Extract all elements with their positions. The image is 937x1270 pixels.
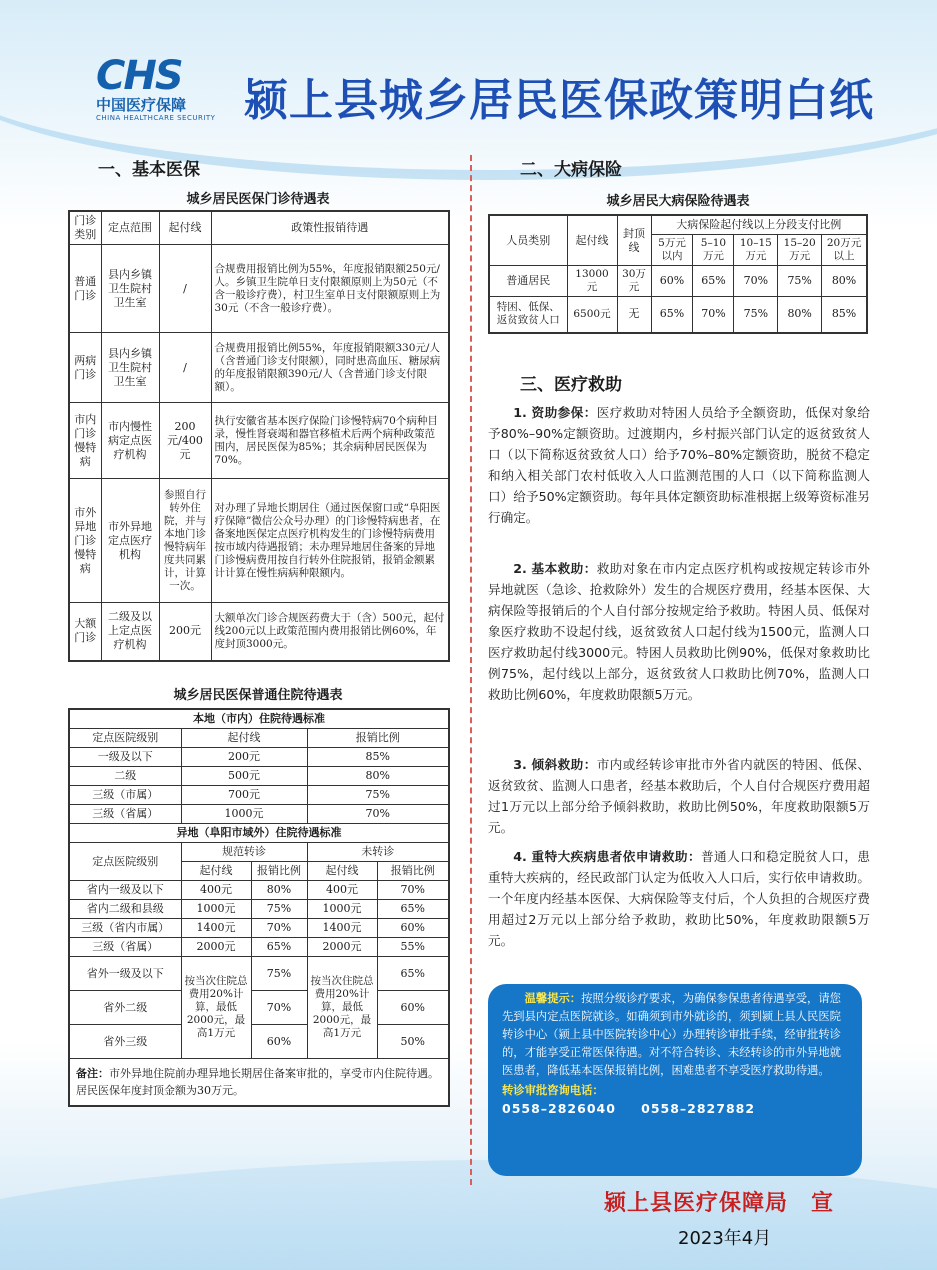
table-header: 报销比例: [307, 729, 449, 748]
table-header: 起付线: [567, 215, 617, 266]
table-cell: 两病门诊: [69, 333, 101, 403]
logo-en-text: CHINA HEALTHCARE SECURITY: [96, 114, 216, 122]
outpatient-table: [68, 210, 450, 662]
table-header: 未转诊: [307, 843, 449, 862]
table-cell: 75%: [251, 957, 307, 991]
note-label: 备注：: [76, 1067, 109, 1080]
table-cell: 合规费用报销比例为55%，年度报销限额250元/人。乡镇卫生院单日支付限额原则上为50元（不含一般诊疗费），村卫生室单日支付限额原则上为30元（不含一般诊疗费）。: [211, 245, 449, 333]
table-cell: 一级及以下: [69, 748, 181, 767]
table-caption-inpatient: 城乡居民医保普通住院待遇表: [173, 688, 343, 703]
table-cell: 60%: [251, 1025, 307, 1059]
table-cell: 30万元: [617, 266, 651, 297]
assistance-item-4-label: 4. 重特大疾病患者依申请救助：: [513, 849, 701, 864]
table-cell: 2000元: [181, 938, 251, 957]
table-cell: 80%: [307, 767, 449, 786]
table-header: 5–10万元: [693, 235, 734, 266]
table-cell: 60%: [377, 991, 449, 1025]
table-cell: 三级（市属）: [69, 786, 181, 805]
table-header: 封顶线: [617, 215, 651, 266]
table-header: 定点范围: [101, 211, 159, 245]
table-cell: 无: [617, 297, 651, 333]
section-heading-assistance: 三、医疗救助: [520, 375, 622, 395]
critical-illness-table: [488, 214, 868, 334]
chs-logo: [96, 53, 226, 136]
table-cell: 70%: [251, 991, 307, 1025]
table-cell: /: [159, 333, 211, 403]
table-header: 人员类别: [489, 215, 567, 266]
table-cell: 县内乡镇卫生院村卫生室: [101, 333, 159, 403]
table-cell: 700元: [181, 786, 307, 805]
table-cell: 400元: [181, 881, 251, 900]
table-caption-outpatient: 城乡居民医保门诊待遇表: [186, 192, 330, 207]
table-cell: 1000元: [181, 900, 251, 919]
table-cell: 市内慢性病定点医疗机构: [101, 403, 159, 479]
table-cell: 三级（省属）: [69, 805, 181, 824]
table-cell: 70%: [734, 266, 778, 297]
table-cell: 60%: [377, 919, 449, 938]
table-cell: 省内一级及以下: [69, 881, 181, 900]
table-cell: 三级（省属）: [69, 938, 181, 957]
table-cell: 1000元: [181, 805, 307, 824]
table-header: 门诊类别: [69, 211, 101, 245]
table-cell: 省外一级及以下: [69, 957, 181, 991]
table-header: 定点医院级别: [69, 843, 181, 881]
remote-standard-title: 异地（阜阳市域外）住院待遇标准: [69, 824, 449, 843]
issuer-signature: 颍上县医疗保障局 宣: [604, 1191, 835, 1216]
table-cell: 2000元: [307, 938, 377, 957]
assistance-item-4: [488, 846, 870, 951]
table-cell: 70%: [693, 297, 734, 333]
issue-date: 2023年4月: [678, 1228, 772, 1249]
table-cell: 85%: [307, 748, 449, 767]
tip-paragraph: [502, 990, 848, 1080]
assistance-item-1: [488, 402, 870, 528]
table-cell: 60%: [651, 266, 693, 297]
table-cell: 省外二级: [69, 991, 181, 1025]
table-cell: 200元: [159, 603, 211, 661]
table-header: 10–15万元: [734, 235, 778, 266]
table-cell: 65%: [377, 957, 449, 991]
table-header: 起付线: [181, 729, 307, 748]
table-cell: 70%: [251, 919, 307, 938]
table-cell: 200元: [181, 748, 307, 767]
table-cell: 13000元: [567, 266, 617, 297]
table-cell: 65%: [377, 900, 449, 919]
table-cell: 三级（省内市属）: [69, 919, 181, 938]
table-header: 定点医院级别: [69, 729, 181, 748]
tip-label: 温馨提示：: [524, 992, 582, 1005]
table-cell: 70%: [307, 805, 449, 824]
table-header: 20万元以上: [822, 235, 867, 266]
header: [96, 53, 874, 136]
table-cell: 6500元: [567, 297, 617, 333]
table-cell: 按当次住院总费用20%计算，最低2000元，最高1万元: [307, 957, 377, 1059]
table-cell: 按当次住院总费用20%计算，最低2000元，最高1万元: [181, 957, 251, 1059]
table-cell: 55%: [377, 938, 449, 957]
tip-text: 按照分级诊疗要求，为确保参保患者待遇享受，请您先到县内定点医院就诊。如确须到市外就诊的，须到颍上县人民医院转诊中心（颍上县中医院转诊中心）办理转诊审批手续，经审批转诊的，才能享受正常医保待遇。对不符合转诊、未经转诊的市外异地就医患者，降低基本医保报销比例，困难患者不享受医疗救助待遇。: [502, 992, 841, 1077]
table-cell: 75%: [251, 900, 307, 919]
table-header: 15–20万元: [778, 235, 822, 266]
table-cell: 65%: [251, 938, 307, 957]
table-header: 起付线: [159, 211, 211, 245]
table-caption-critical: 城乡居民大病保险待遇表: [606, 194, 750, 209]
section-heading-basic: 一、基本医保: [98, 160, 200, 180]
table-header: 起付线: [181, 862, 251, 881]
table-cell: 合规费用报销比例55%，年度报销限额330元/人（含普通门诊支付限额），同时患高血压、糖尿病的年度报销限额390元/人（含普通门诊支付限额）。: [211, 333, 449, 403]
column-divider: [470, 155, 472, 1185]
table-cell: 1400元: [181, 919, 251, 938]
assistance-item-1-label: 1. 资助参保：: [513, 405, 597, 420]
table-cell: 75%: [307, 786, 449, 805]
assistance-item-3-label: 3. 倾斜救助：: [513, 757, 597, 772]
assistance-item-1-text: 医疗救助对特困人员给予全额资助，低保对象给予80%–90%定额资助。过渡期内，乡村振兴部门认定的返贫致贫人口（以下简称返贫致贫人口）给予70%–80%定额资助，脱贫不稳定和纳入相关部门农村低收入人口监测范围的人口（以下简称监测人口）给予50%定额资助。每年具体定额资助标准根据上级筹资标准另行确定。: [488, 405, 871, 525]
assistance-item-3: [488, 754, 870, 838]
table-header: 报销比例: [251, 862, 307, 881]
table-cell: 1000元: [307, 900, 377, 919]
table-cell: 对办理了异地长期居住（通过医保窗口或“阜阳医疗保障”微信公众号办理）的门诊慢特病患者，在备案地医保定点医疗机构发生的门诊慢特病费用按市域内待遇报销；未办理异地居住备案的异地门诊慢病费用按自行转外住院报销，报销金额累计计算在慢性病病种限额内。: [211, 479, 449, 603]
table-cell: 县内乡镇卫生院村卫生室: [101, 245, 159, 333]
table-cell: 80%: [778, 297, 822, 333]
assistance-item-2: [488, 558, 870, 705]
table-header: 规范转诊: [181, 843, 307, 862]
table-cell: 参照自行转外住院，并与本地门诊慢特病年度共同累计，计算一次。: [159, 479, 211, 603]
table-cell: 50%: [377, 1025, 449, 1059]
table-cell: 70%: [377, 881, 449, 900]
page-title: 颍上县城乡居民医保政策明白纸: [244, 75, 874, 126]
table-cell: 75%: [778, 266, 822, 297]
table-cell: 大额门诊: [69, 603, 101, 661]
table-cell: 65%: [693, 266, 734, 297]
table-cell: 市内门诊慢特病: [69, 403, 101, 479]
table-cell: 大额单次门诊合规医药费大于（含）500元，起付线200元以上政策范围内费用报销比例60%，年度封顶3000元。: [211, 603, 449, 661]
table-cell: 65%: [651, 297, 693, 333]
table-header: 大病保险起付线以上分段支付比例: [651, 215, 867, 235]
phone-number-1[interactable]: 0558–2826040: [502, 1101, 616, 1116]
phone-numbers: [502, 1100, 848, 1119]
inpatient-table: [68, 708, 450, 1107]
logo-cn-text: 中国医疗保障: [96, 96, 187, 114]
assistance-item-2-text: 救助对象在市内定点医疗机构或按规定转诊市外异地就医（急诊、抢救除外）发生的合规医疗费用，经基本医保、大病保险等报销后的个人自付部分按规定给予救助。特困人员、低保对象医疗救助不设起付线，返贫致贫人口起付线为1500元，监测人口医疗救助起付线3000元。特困人员救助比例90%，低保对象救助比例75%，起付线以上部分，返贫致贫人口救助比例70%，监测人口救助比例60%，年度救助限额5万元。: [488, 561, 871, 702]
table-cell: 200元/400元: [159, 403, 211, 479]
table-cell: 80%: [251, 881, 307, 900]
table-cell: 特困、低保、返贫致贫人口: [489, 297, 567, 333]
table-header: 报销比例: [377, 862, 449, 881]
table-cell: 85%: [822, 297, 867, 333]
assistance-item-3-text: 市内或经转诊审批市外省内就医的特困、低保、返贫致贫、监测人口患者，经基本救助后，个人自付合规医疗费用超过1万元以上部分给予倾斜救助，救助比例50%，年度救助限额5万元。: [488, 757, 871, 835]
table-cell: /: [159, 245, 211, 333]
tip-box: [488, 984, 862, 1176]
table-cell: 二级: [69, 767, 181, 786]
phone-number-2[interactable]: 0558–2827882: [641, 1101, 756, 1116]
table-cell: 省外三级: [69, 1025, 181, 1059]
table-cell: 1400元: [307, 919, 377, 938]
phone-label: 转诊审批咨询电话：: [502, 1084, 604, 1097]
table-cell: 市外异地门诊慢特病: [69, 479, 101, 603]
inpatient-note: [69, 1059, 449, 1107]
table-header: 5万元以内: [651, 235, 693, 266]
assistance-item-4-text: 普通人口和稳定脱贫人口，患重特大疾病的，经民政部门认定为低收入人口后，实行依申请救助。一个年度内经基本医保、大病保险等支付后，个人负担的合规医疗费用超过2万元以上部分给予救助，救助比50%，年度救助限额5万元。: [488, 849, 870, 948]
local-standard-title: 本地（市内）住院待遇标准: [69, 709, 449, 729]
table-cell: 80%: [822, 266, 867, 297]
table-cell: 500元: [181, 767, 307, 786]
table-cell: 省内二级和县级: [69, 900, 181, 919]
table-header: 起付线: [307, 862, 377, 881]
table-header: 政策性报销待遇: [211, 211, 449, 245]
table-cell: 市外异地定点医疗机构: [101, 479, 159, 603]
table-cell: 普通居民: [489, 266, 567, 297]
assistance-item-2-label: 2. 基本救助：: [513, 561, 597, 576]
table-cell: 400元: [307, 881, 377, 900]
table-cell: 普通门诊: [69, 245, 101, 333]
table-cell: 二级及以上定点医疗机构: [101, 603, 159, 661]
table-cell: 75%: [734, 297, 778, 333]
logo-mark: CHS: [96, 53, 182, 99]
note-text: 市外异地住院前办理异地长期居住备案审批的，享受市内住院待遇。居民医保年度封顶金额为30万元。: [76, 1067, 439, 1097]
table-cell: 执行安徽省基本医疗保险门诊慢特病70个病种目录，慢性肾衰竭和器官移植术后两个病种政策范围内，居民医保为85%；其余病种居民医保为70%。: [211, 403, 449, 479]
section-heading-critical: 二、大病保险: [520, 160, 622, 180]
